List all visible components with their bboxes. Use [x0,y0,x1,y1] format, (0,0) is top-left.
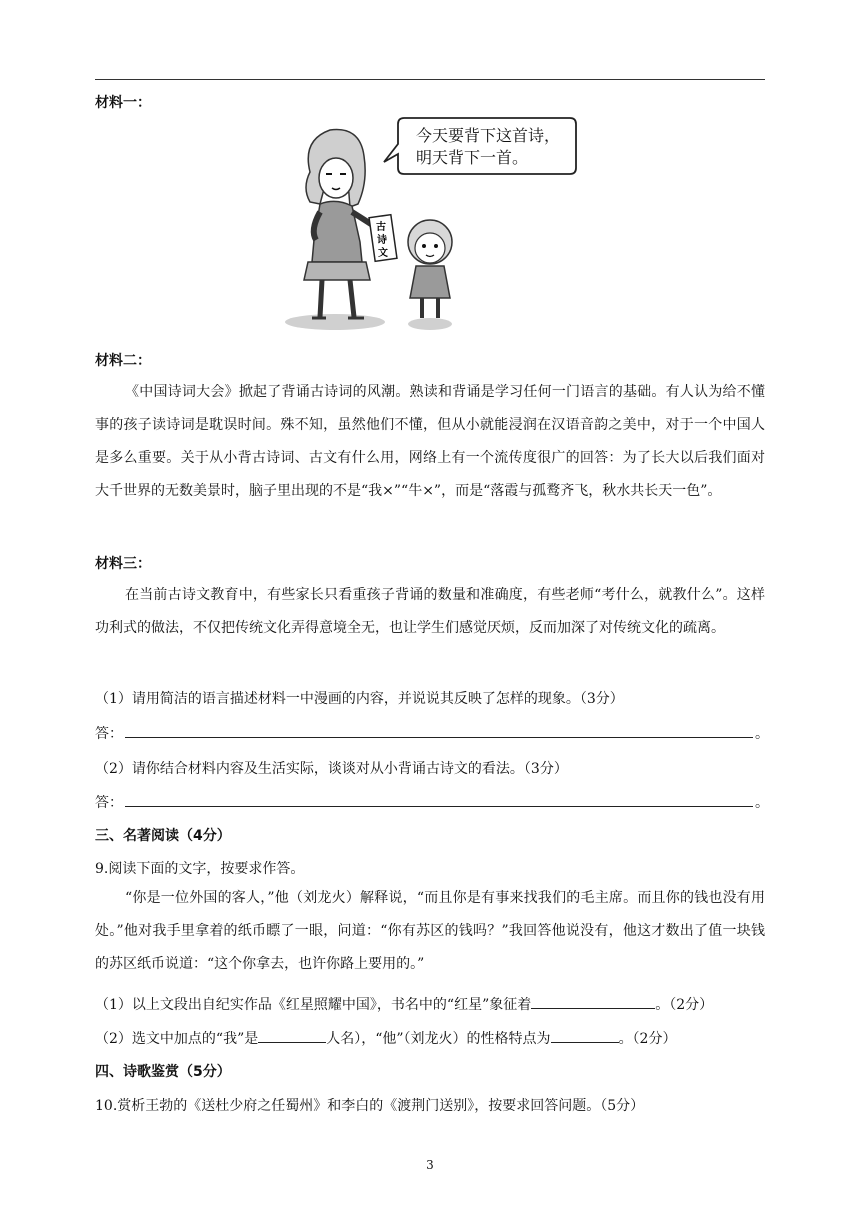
material3-text: 在当前古诗文教育中，有些家长只看重孩子背诵的数量和准确度，有些老师“考什么，就教什么”。这样功利式的做法，不仅把传统文化弄得意境全无，也让学生们感觉厌烦，反而加深了对传统文化的疏离。 [95,587,765,636]
answer-1-row: 答： 。 [95,723,769,743]
material2-text: 《中国诗词大会》掀起了背诵古诗词的风潮。熟读和背诵是学习任何一门语言的基础。有人认为给不懂事的孩子读诗词是耽误时间。殊不知，虽然他们不懂，但从小就能浸润在汉语音韵之美中，对于一个中国人是多么重要。关于从小背古诗词、古文有什么用，网络上有一个流传度很广的回答：为了长大以后我们面对大千世界的无数美景时，脑子里出现的不是“我×”“牛×”，而是“落霞与孤鹜齐飞，秋水共长天一色”。 [95,384,765,499]
question-9-2: （2）选文中加点的“我”是 人名），“他”（刘龙火）的性格特点为 。（2分） [95,1028,676,1048]
material3-heading: 材料三： [95,556,151,572]
blank-9-2a[interactable] [258,1028,326,1043]
page-number: 3 [426,1158,434,1172]
section4-heading: 四、诗歌鉴赏（5分） [95,1064,231,1080]
material2-heading: 材料二： [95,353,151,369]
card-char-2: 诗 [377,235,387,246]
answer-label: 答： [95,795,123,811]
answer-2-row: 答： 。 [95,792,769,812]
card-char-1: 古 [376,222,386,233]
bubble-line-1: 今天要背下这首诗， [416,126,561,145]
answer-label: 答： [95,726,123,742]
question-9-1: （1）以上文段出自纪实作品《红星照耀中国》，书名中的“红星”象征着 。（2分） [95,994,713,1014]
bubble-line-2: 明天背下一首。 [416,148,529,167]
section3-heading: 三、名著阅读（4分） [95,828,231,844]
card-char-3: 文 [378,248,388,259]
section3-passage: “你是一位外国的客人，”他（刘龙火）解释说，“而且你是有事来找我们的毛主席。而且你的钱也没有用处。”他对我手里拿着的纸币瞟了一眼，问道：“你有苏区的钱吗？”我回答他说没有，他这才数出了值一块钱的苏区纸币说道：“这个你拿去，也许你路上要用的。” [95,890,765,972]
question-9: 9.阅读下面的文字，按要求作答。 [95,861,305,877]
blank-9-2b[interactable] [551,1028,619,1043]
answer-1-blank[interactable] [125,723,753,738]
blank-9-1[interactable] [531,994,655,1009]
answer-2-blank[interactable] [125,792,753,807]
material1-heading: 材料一： [95,95,151,111]
question-2: （2）请你结合材料内容及生活实际，谈谈对从小背诵古诗文的看法。（3分） [95,761,568,777]
question-10: 10.赏析王勃的《送杜少府之任蜀州》和李白的《渡荆门送别》，按要求回答问题。（5分） [95,1098,645,1114]
question-1: （1）请用简洁的语言描述材料一中漫画的内容，并说说其反映了怎样的现象。（3分） [95,691,624,707]
header-rule [95,79,765,80]
cartoon-illustration [280,112,580,337]
